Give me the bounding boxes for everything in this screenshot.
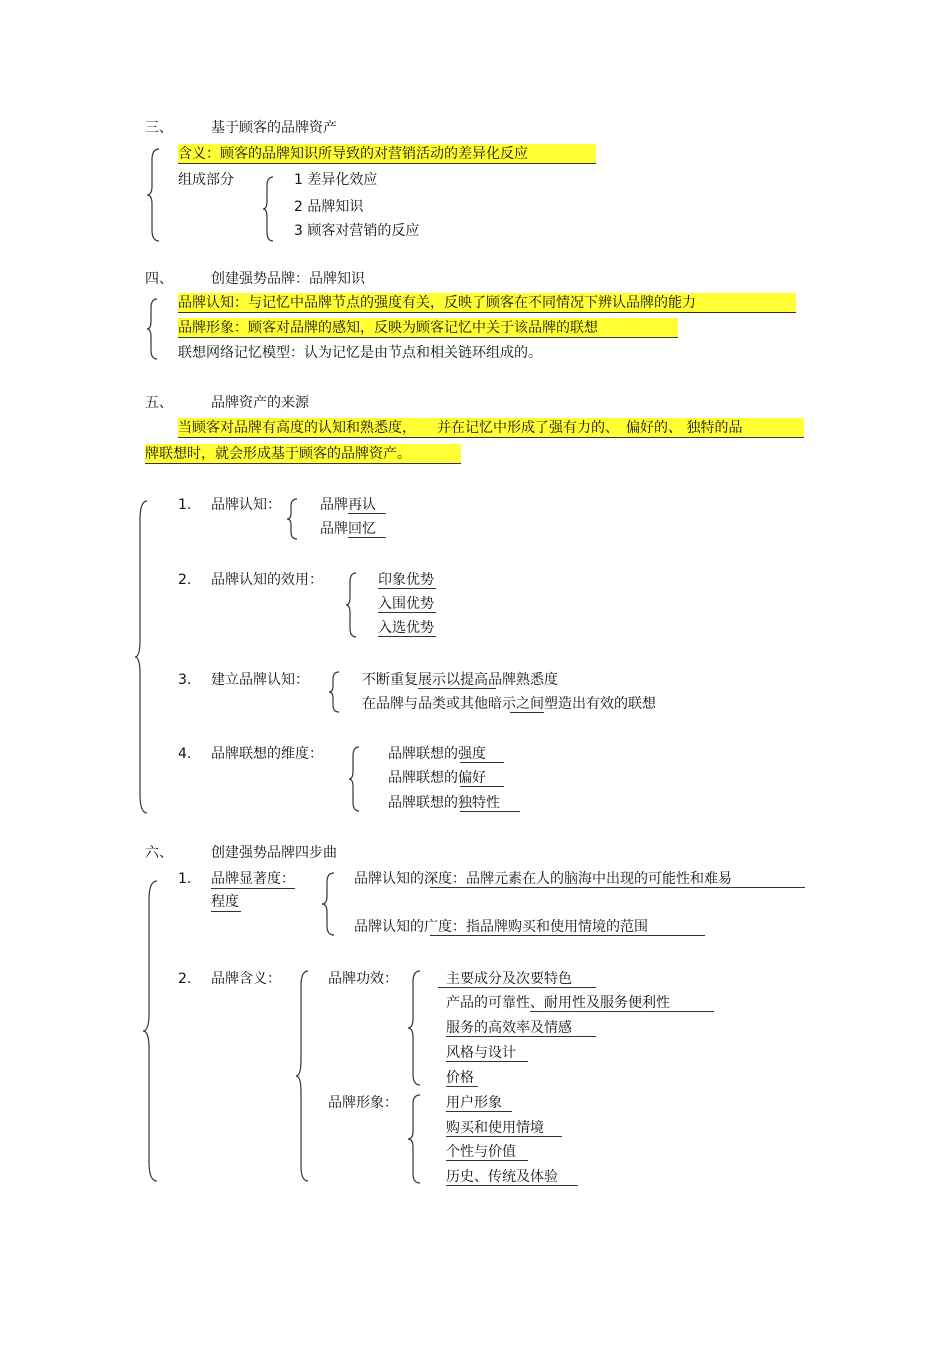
underline (446, 1160, 528, 1161)
group-item: 用户形象 (446, 1095, 502, 1111)
group-item: 价格 (446, 1070, 474, 1086)
group-label: 品牌显著度： (211, 871, 295, 887)
underline (460, 811, 520, 812)
section-5-paragraph: 牌联想时，就会形成基于顾客的品牌资产。 (145, 446, 411, 462)
brace (328, 671, 340, 713)
group-item: 品牌联想的偏好 (388, 770, 486, 786)
underline (378, 612, 436, 613)
underline (348, 537, 386, 538)
group-item: 购买和使用情境 (446, 1120, 544, 1136)
group-item: 品牌联想的独特性 (388, 795, 500, 811)
underline (178, 163, 596, 164)
group-number: 1. (178, 871, 192, 887)
underline (178, 312, 796, 313)
section-4-line: 品牌形象：顾客对品牌的感知，反映为顾客记忆中关于该品牌的联想 (178, 320, 598, 336)
underline (438, 987, 596, 988)
section-4-title: 创建强势品牌：品牌知识 (211, 271, 365, 287)
group-number: 2. (178, 971, 192, 987)
section-5-title: 品牌资产的来源 (211, 395, 309, 411)
brace (345, 572, 357, 638)
underline (446, 1036, 596, 1037)
brace (142, 880, 158, 1182)
section-4-line: 联想网络记忆模型：认为记忆是由节点和相关链环组成的。 (178, 345, 542, 361)
underline (446, 1111, 512, 1112)
section-3-components-label: 组成部分 (178, 172, 234, 188)
group-item: 品牌联想的强度 (388, 746, 486, 762)
group-item: 主要成分及次要特色 (446, 971, 572, 987)
group-item: 印象优势 (378, 572, 434, 588)
section-3-item: 2 品牌知识 (294, 199, 364, 215)
group-item: 不断重复展示以提高品牌熟悉度 (362, 672, 558, 688)
section-5-paragraph: 当顾客对品牌有高度的认知和熟悉度， 并在记忆中形成了强有力的、 偏好的、 独特的品 (178, 420, 743, 436)
underline (145, 463, 461, 464)
group-item: 品牌再认 (320, 497, 376, 513)
brace (262, 176, 274, 242)
underline (430, 887, 805, 888)
section-3-item: 1 差异化效应 (294, 172, 378, 188)
group-label-continued: 程度 (211, 894, 239, 910)
brace (407, 970, 421, 1086)
underline (446, 1086, 478, 1087)
underline (460, 762, 504, 763)
section-5-number: 五、 (145, 395, 173, 411)
underline (348, 513, 386, 514)
underline (211, 888, 295, 889)
group-item: 历史、传统及体验 (446, 1169, 558, 1185)
group-item: 在品牌与品类或其他暗示之间塑造出有效的联想 (362, 696, 656, 712)
underline (446, 1061, 528, 1062)
group-label: 品牌认知： (211, 497, 281, 513)
underline (430, 935, 705, 936)
section-3-item: 3 顾客对营销的反应 (294, 223, 420, 239)
group-item: 品牌认知的广度：指品牌购买和使用情境的范围 (354, 919, 648, 935)
underline (211, 911, 241, 912)
section-3-title: 基于顾客的品牌资产 (211, 120, 337, 136)
brace (286, 498, 298, 540)
underline (418, 688, 496, 689)
group-item: 服务的高效率及情感 (446, 1020, 572, 1036)
underline (446, 1136, 562, 1137)
group-item: 品牌回忆 (320, 521, 376, 537)
brace (407, 1094, 421, 1184)
group-number: 3. (178, 672, 192, 688)
section-4-number: 四、 (145, 271, 173, 287)
group-item: 入选优势 (378, 620, 434, 636)
section-6-title: 创建强势品牌四步曲 (211, 845, 337, 861)
group-label: 品牌联想的维度： (211, 746, 323, 762)
section-3-definition: 含义：顾客的品牌知识所导致的对营销活动的差异化反应 (178, 146, 528, 162)
underline (178, 437, 804, 438)
group-number: 4. (178, 746, 192, 762)
group-label: 建立品牌认知： (211, 672, 309, 688)
group-item: 入围优势 (378, 596, 434, 612)
brace (348, 746, 360, 812)
underline (378, 588, 436, 589)
group-number: 1. (178, 497, 192, 513)
subgroup-label: 品牌功效： (328, 971, 398, 987)
underline (460, 786, 504, 787)
group-number: 2. (178, 572, 192, 588)
underline (530, 1011, 714, 1012)
underline (178, 337, 678, 338)
group-label: 品牌认知的效用： (211, 572, 323, 588)
brace (134, 500, 148, 814)
section-3-number: 三、 (145, 120, 173, 136)
section-6-number: 六、 (145, 845, 173, 861)
subgroup-label: 品牌形象： (328, 1095, 398, 1111)
group-item: 个性与价值 (446, 1144, 516, 1160)
section-4-line: 品牌认知：与记忆中品牌节点的强度有关，反映了顾客在不同情况下辨认品牌的能力 (178, 295, 696, 311)
group-item: 品牌认知的深度：品牌元素在人的脑海中出现的可能性和难易 (354, 871, 732, 887)
brace (321, 872, 335, 936)
brace (295, 970, 309, 1182)
group-label: 品牌含义： (211, 971, 281, 987)
underline (446, 1185, 578, 1186)
brace (146, 298, 158, 360)
underline (378, 636, 436, 637)
group-item: 风格与设计 (446, 1045, 516, 1061)
underline (510, 712, 544, 713)
brace (146, 148, 160, 242)
group-item: 产品的可靠性、耐用性及服务便利性 (446, 995, 670, 1011)
